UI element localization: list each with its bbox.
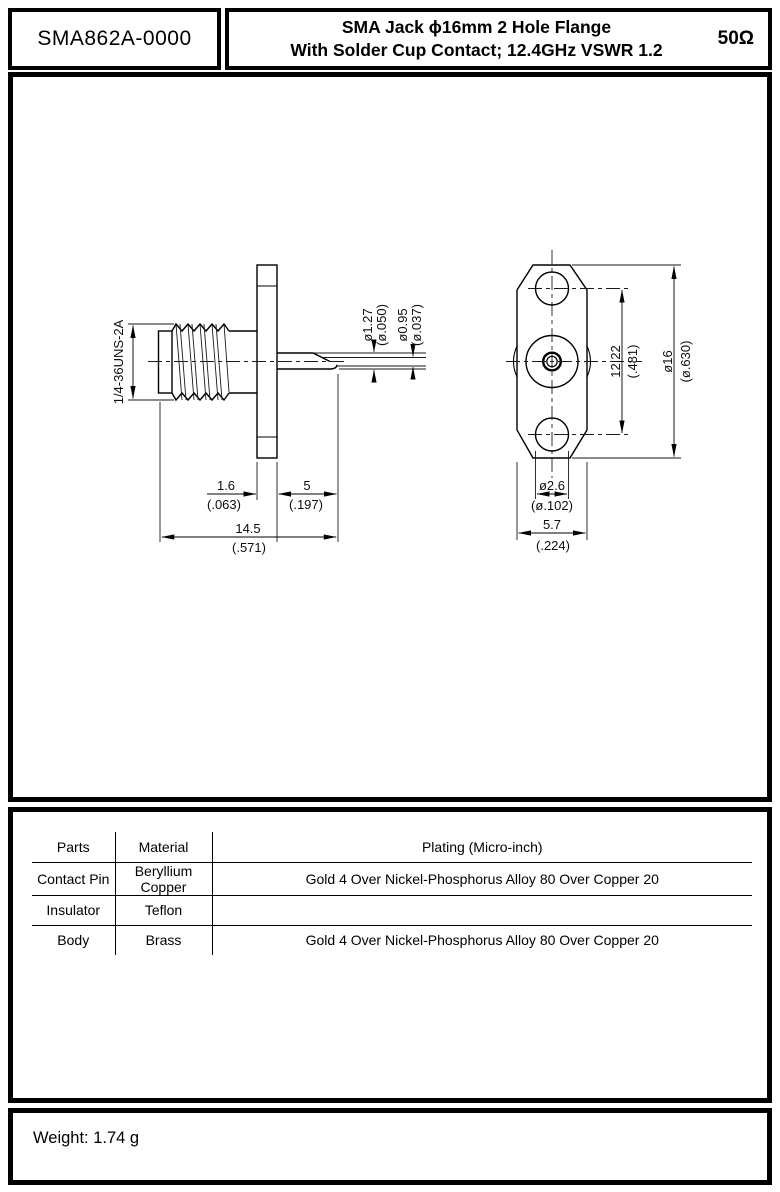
weight-label: Weight: 1.74 g [33, 1129, 140, 1147]
dim-label-cup-len-in: (.197) [289, 497, 323, 512]
side-view [111, 265, 426, 555]
thread-dim-extensions [128, 324, 174, 400]
dim-label-flange-wid-in: (.224) [536, 538, 570, 553]
dim-label-cup-od-mm: ø1.27 [360, 308, 375, 342]
table-header-row [32, 832, 752, 862]
dim-label-hole-dia-in: (ø.102) [531, 498, 573, 513]
weight-box [8, 1108, 772, 1185]
part-number: SMA862A-0000 [37, 27, 192, 50]
dim-label-flange-thk-mm: 1.6 [216, 478, 236, 493]
dim-label-flange-wid-mm: 5.7 [542, 517, 562, 532]
cell-material: Teflon [115, 895, 212, 925]
cell-part: Body [32, 925, 115, 955]
cell-material: Beryllium Copper [115, 862, 212, 895]
materials-table-box [8, 807, 772, 1103]
dim-label-total-len-mm: 14.5 [235, 521, 261, 536]
dim-label-hole-spacing-in: (.481) [625, 344, 640, 379]
parts-table [32, 832, 752, 955]
dim-label-cup-id-mm: ø0.95 [395, 308, 410, 342]
cell-part: Insulator [32, 895, 115, 925]
col-header-material: Material [115, 832, 212, 862]
table-row [32, 895, 752, 925]
connector-end-cap [159, 331, 173, 393]
impedance-badge: 50Ω [717, 28, 754, 49]
page-title [235, 16, 718, 62]
solder-cup-bottom [277, 365, 337, 369]
front-view [506, 250, 693, 553]
dim-label-flange-len-in: (ø.630) [678, 340, 693, 383]
thread-flank-lines [176, 324, 229, 400]
cell-plating: Gold 4 Over Nickel-Phosphorus Alloy 80 Over Copper 20 [212, 862, 752, 895]
part-number-box [8, 8, 221, 70]
dim-label-hole-spacing-mm: 12.22 [608, 345, 623, 378]
title-line-2: With Solder Cup Contact; 12.4GHz VSWR 1.2 [290, 40, 663, 60]
cell-material: Brass [115, 925, 212, 955]
dim-label-thread-spec: 1/4-36UNS-2A [111, 319, 126, 405]
col-header-parts: Parts [32, 832, 115, 862]
dim-label-flange-len-mm: ø16 [660, 350, 675, 373]
dim-label-cup-len-mm: 5 [303, 478, 311, 493]
dim-label-total-len-in: (.571) [232, 540, 266, 555]
drawing-box [8, 72, 772, 802]
dim-label-flange-thk-in: (.063) [207, 497, 241, 512]
dim-label-hole-dia-mm: ø2.6 [538, 478, 566, 493]
table-row [32, 862, 752, 895]
table-row [32, 925, 752, 955]
thread-bottom-profile [172, 393, 229, 400]
title-line-1: SMA Jack ϕ16mm 2 Hole Flange [341, 17, 612, 37]
col-header-plating: Plating (Micro-inch) [212, 832, 752, 862]
cell-plating [212, 895, 752, 925]
cell-plating: Gold 4 Over Nickel-Phosphorus Alloy 80 Over Copper 20 [305, 932, 659, 949]
title-box [225, 8, 772, 70]
dim-label-cup-od-in: (ø.050) [374, 304, 389, 346]
cell-part: Contact Pin [32, 862, 115, 895]
technical-drawing [13, 77, 767, 797]
dim-label-cup-id-in: (ø.037) [409, 304, 424, 346]
body-barrel [229, 331, 257, 393]
